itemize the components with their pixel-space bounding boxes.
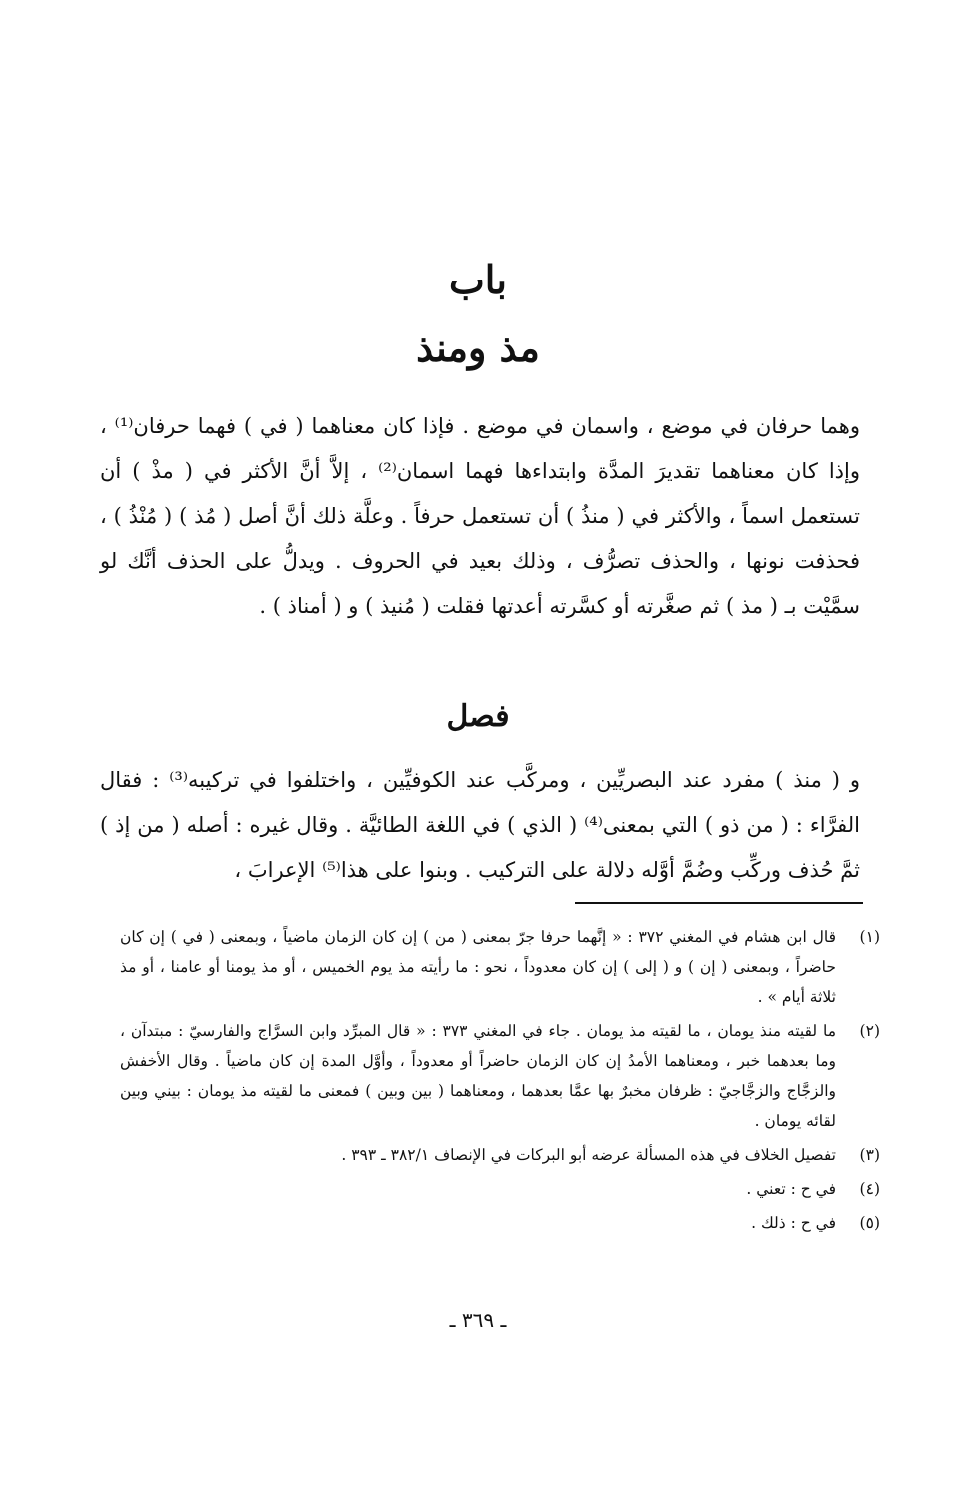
footnote-number: (٥) bbox=[859, 1214, 880, 1232]
chapter-title: مذ ومنذ bbox=[416, 325, 540, 370]
footnote-text: في ح : تعني . bbox=[746, 1180, 836, 1198]
footnote-item bbox=[120, 1174, 880, 1204]
footnote-text: قال ابن هشام في المغني ٣٧٢ : « إنَّهما حرفا جرّ بمعنى ( من ) إن كان الزمان ماضياً ، وبمعنى ( في ) إن كان حاضراً ، وبمعنى ( إن ) و ( إلى ) إن كان معدوداً ، نحو : ما رأيته مذ يوم الخميس ، أو مذ يومنا أو عامنا ، أو مذ ثلاثة أيام » . bbox=[120, 928, 836, 1006]
footnote-number: (٢) bbox=[859, 1022, 880, 1040]
footnote-divider bbox=[575, 902, 863, 904]
footnote-text: في ح : ذلك . bbox=[751, 1214, 836, 1232]
footnote-item bbox=[120, 922, 880, 1012]
section-title: فصل bbox=[446, 699, 510, 734]
footnote-number: (٤) bbox=[859, 1180, 880, 1198]
footnote-text: ما لقيته منذ يومان ، ما لقيته مذ يومان . جاء في المغني ٣٧٣ : « قال المبرِّد وابن السرَّاج والفارسيّ : مبتدآن ، وما بعدهما خبر ، ومعناهما الأمدُ إن كان الزمان حاضراً أو معدوداً ، وأوَّل المدة إن كان ماضياً . وقال الأخفش والزجَّاج والزجَّاجيّ : ظرفان مخبرٌ بها عمَّا بعدهما ، ومعناهما ( بين وبين ) فمعنى ما لقيته مذ يومان : بيني وبين لقائه يومان . bbox=[120, 1022, 836, 1130]
footnote-text: تفصيل الخلاف في هذه المسألة عرضه أبو البركات في الإنصاف ٣٨٢/١ ـ ٣٩٣ . bbox=[341, 1146, 836, 1164]
footnote-item bbox=[120, 1140, 880, 1170]
footnote-number: (٣) bbox=[859, 1146, 880, 1164]
page-number: ـ ٣٦٩ ـ bbox=[449, 1308, 507, 1332]
footnote-item bbox=[120, 1016, 880, 1136]
body-paragraph-1: وهما حرفان في موضع ، واسمان في موضع . فإذا كان معناهما ( في ) فهما حرفان⁽¹⁾ ، وإذا كان معناهما تقديرَ المدَّة وابتداءها فهما اسمان⁽²⁾ ، إلاَّ أنَّ الأكثر في ( مذْ ) أن تستعمل اسماً ، والأكثر في ( منذُ ) أن تستعمل حرفاً . وعلَّة ذلك أنَّ أصل ( مُذ ) ( مُنْذُ ) ، فحذفت نونها ، والحذف تصرُّف ، وذلك بعيد في الحروف . ويدلُّ على الحذف أنَّك لو سمَّيْت بـ ( مذ ) ثم صغَّرته أو كسَّرته أعدتها فقلت ( مُنيذ ) و ( أمناذ ) . bbox=[100, 414, 860, 618]
footnote-number: (١) bbox=[859, 928, 880, 946]
footnote-item bbox=[120, 1208, 880, 1238]
body-paragraph-2: و ( منذ ) مفرد عند البصريِّين ، ومركَّب عند الكوفيِّين ، واختلفوا في تركيبه⁽³⁾ : فقال الفرَّاء : ( من ذو ) التي بمعنى⁽⁴⁾ ( الذي ) في اللغة الطائيَّة . وقال غيره : أصله ( من إذ ) ثمَّ حُذف وركِّب وضُمَّ أوَّله دلالة على التركيب . وبنوا على هذا⁽⁵⁾ الإعرابَ ، bbox=[100, 768, 861, 882]
chapter-label: باب bbox=[449, 257, 507, 302]
footnotes bbox=[120, 922, 880, 1242]
